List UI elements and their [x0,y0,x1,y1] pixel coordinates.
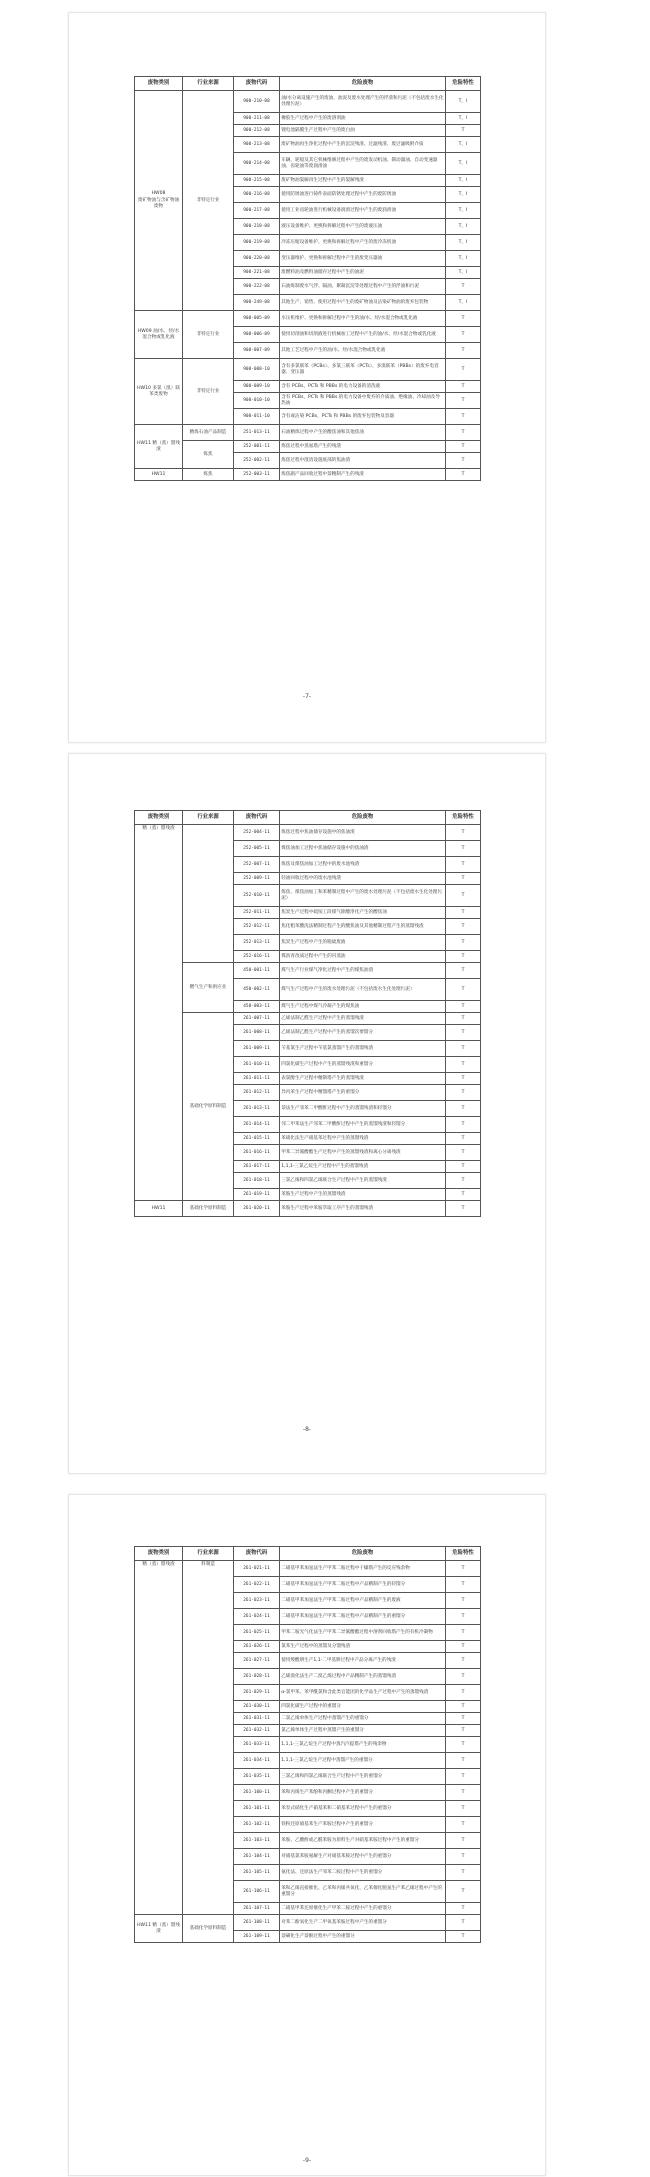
header-category: 废物类别 [135,1547,183,1561]
header-code: 废物代码 [234,811,280,825]
hazard-characteristic-cell: T [446,1145,481,1161]
hazard-characteristic-cell: T，I [446,219,481,235]
waste-code-cell: 900-215-08 [234,175,280,187]
waste-code-cell: 261-033-11 [234,1737,280,1753]
document-page-9 [68,1494,546,2176]
header-source: 行业来源 [183,811,234,825]
waste-code-cell: 900-005-09 [234,311,280,327]
waste-description-cell: 煤气生产行业煤气净化过程中产生的煤焦油渣 [280,963,446,979]
header-source: 行业来源 [183,77,234,91]
hazard-characteristic-cell: T [446,1073,481,1085]
waste-code-cell: 261-013-11 [234,1101,280,1117]
hazard-characteristic-cell: T [446,1725,481,1737]
header-characteristic: 危险特性 [446,77,481,91]
header-source: 行业来源 [183,1547,234,1561]
hazard-characteristic-cell: T，I [446,137,481,153]
hazard-characteristic-cell: T [446,1753,481,1769]
waste-code-cell: 900-006-09 [234,327,280,343]
waste-description-cell: 含有 PCBs、PCTs 和 PBBs 的电力设备的清洗液 [280,381,446,393]
waste-description-cell: 煤气生产过程中产生的废水处理污泥（不包括废水生化处理污泥） [280,979,446,1001]
waste-category-cell: HW10 多氯（溴）联苯类废物 [135,359,183,425]
industry-source-cell: 料制造 [183,1561,234,1915]
waste-description-cell: 炼焦及煤焦油加工过程中的废水池残渣 [280,857,446,873]
hazard-characteristic-cell: T [446,1133,481,1145]
waste-category-cell: HW11 [135,469,183,481]
hazard-characteristic-cell: T [446,1685,481,1701]
waste-category-cell: HW08 废矿物油与含矿物油废物 [135,91,183,311]
hazard-characteristic-cell: T [446,1173,481,1189]
header-characteristic: 危险特性 [446,811,481,825]
header-characteristic: 危险特性 [446,1547,481,1561]
waste-code-cell: 261-012-11 [234,1085,280,1101]
hazard-characteristic-cell: T [446,951,481,963]
waste-code-cell: 261-015-11 [234,1133,280,1145]
waste-code-cell: 252-011-11 [234,907,280,919]
hazard-characteristic-cell: T [446,1713,481,1725]
waste-description-cell: 四氯化碳生产过程中的重馏分 [280,1701,446,1713]
waste-code-cell: 900-249-08 [234,295,280,311]
hazard-characteristic-cell: T [446,393,481,409]
waste-code-cell: 261-019-11 [234,1189,280,1201]
document-page-7 [68,12,546,743]
hazard-characteristic-cell: T [446,919,481,935]
waste-description-cell: 变压器维护、更换和拆解过程中产生的废变压器油 [280,251,446,267]
table-row [135,1915,481,1931]
page-number: -8- [302,1426,312,1433]
waste-code-cell: 252-005-11 [234,841,280,857]
table-row [135,441,481,453]
waste-code-cell: 261-020-11 [234,1201,280,1217]
hazard-characteristic-cell: T [446,885,481,907]
waste-code-cell: 261-011-11 [234,1073,280,1085]
waste-category-cell: HW11 精（蒸）馏残渣 [135,425,183,469]
waste-code-cell: 251-013-11 [234,425,280,441]
waste-code-cell: 252-001-11 [234,441,280,453]
hazard-characteristic-cell: T [446,425,481,441]
waste-code-cell: 261-018-11 [234,1173,280,1189]
table-row [135,1201,481,1217]
industry-source-cell: 基础化学原料制造 [183,1915,234,1943]
waste-code-cell: 261-108-11 [234,1915,280,1931]
waste-description-cell: 三氯乙烯和四氯乙烯联合生产过程中产生的蒸馏残渣 [280,1173,446,1189]
waste-code-cell: 261-035-11 [234,1769,280,1785]
waste-description-cell: 橡胶生产过程中产生的废溶剂油 [280,113,446,125]
hazard-characteristic-cell: T [446,1931,481,1943]
waste-code-cell: 900-214-08 [234,153,280,175]
waste-description-cell: 苯硝化法生产硝基苯过程中产生的蒸馏残渣 [280,1133,446,1145]
header-waste: 危险废物 [280,811,446,825]
waste-description-cell: 表氯醇生产过程中精制塔产生的蒸馏残渣 [280,1073,446,1085]
waste-code-cell: 261-026-11 [234,1641,280,1653]
waste-code-cell: 261-007-11 [234,1013,280,1025]
waste-category-cell: HW11 精（蒸）馏残渣 [135,1915,183,1943]
waste-code-cell: 900-010-10 [234,393,280,409]
waste-description-cell: 使用工业齿轮油进行机械设备润滑过程中产生的废润滑油 [280,203,446,219]
hazard-characteristic-cell: T [446,1577,481,1593]
hazard-characteristic-cell: T [446,1201,481,1217]
industry-source-cell: 非特定行业 [183,91,234,311]
waste-description-cell: 使用羧酸肼生产1,1-二甲基肼过程中产品分离产生的残渣 [280,1653,446,1669]
hazard-characteristic-cell: T [446,1653,481,1669]
waste-description-cell: 苯和乙烯直接催化、乙苯和丙烯共氧化、乙苯催化脱氢生产苯乙烯过程中产生的重馏分 [280,1881,446,1903]
hazard-characteristic-cell: T [446,409,481,425]
waste-category-cell: 精（蒸）馏残渣 [135,1561,183,1915]
waste-description-cell: 含有或沾染 PCBs、PCTs 和 PBBs 的废弃包装物及容器 [280,409,446,425]
hazard-characteristic-cell: T [446,1041,481,1057]
waste-description-cell: 煤沥青改质过程中产生的闪蒸油 [280,951,446,963]
waste-code-cell: 252-003-11 [234,469,280,481]
waste-code-cell: 261-030-11 [234,1701,280,1713]
waste-code-cell: 252-016-11 [234,951,280,963]
table-row [135,1013,481,1025]
waste-description-cell: 炼焦过程中焦油储存设施中的焦油渣 [280,825,446,841]
table-row [135,359,481,381]
waste-code-cell: 261-027-11 [234,1653,280,1669]
page-number: -7- [302,693,312,700]
hazard-characteristic-cell: T [446,1593,481,1609]
waste-code-cell: 261-029-11 [234,1685,280,1701]
industry-source-cell: 炼焦 [183,469,234,481]
waste-code-cell: 261-017-11 [234,1161,280,1173]
hazardous-waste-table [134,76,481,481]
waste-description-cell: 二硝基甲苯加氢法生产甲苯二胺过程中产品精制产生的轻馏分 [280,1577,446,1593]
waste-code-cell: 900-216-08 [234,187,280,203]
waste-code-cell: 261-010-11 [234,1057,280,1073]
hazard-characteristic-cell: T [446,1801,481,1817]
waste-code-cell: 261-109-11 [234,1931,280,1943]
waste-code-cell: 261-028-11 [234,1669,280,1685]
header-waste: 危险废物 [280,77,446,91]
waste-code-cell: 261-021-11 [234,1561,280,1577]
waste-category-cell: HW09 油/水、烃/水混合物或乳化液 [135,311,183,359]
waste-description-cell: 苯胺、乙酸酐或乙酰苯胺为原料生产对硝基苯胺过程中产生的重馏分 [280,1833,446,1849]
hazard-characteristic-cell: T，I [446,91,481,113]
waste-code-cell: 900-210-08 [234,91,280,113]
hazard-characteristic-cell: T [446,1161,481,1173]
waste-code-cell: 900-007-09 [234,343,280,359]
waste-description-cell: 炼焦过程中蒸氨塔产生的残渣 [280,441,446,453]
waste-description-cell: 苄基氯生产过程中苄基氯蒸馏产生的蒸馏残渣 [280,1041,446,1057]
waste-description-cell: 甲苯二异氰酸酯生产过程中产生的蒸馏残渣和离心分离残渣 [280,1145,446,1161]
hazard-characteristic-cell: T [446,1189,481,1201]
waste-code-cell: 450-001-11 [234,963,280,979]
hazard-characteristic-cell: T [446,1669,481,1685]
table-row [135,311,481,327]
waste-code-cell: 900-008-10 [234,359,280,381]
hazard-characteristic-cell: T [446,453,481,469]
header-code: 废物代码 [234,77,280,91]
waste-description-cell: 其他生产、销售、使用过程中产生的废矿物油及沾染矿物油的废弃包装物 [280,295,446,311]
header-waste: 危险废物 [280,1547,446,1561]
header-category: 废物类别 [135,811,183,825]
hazard-characteristic-cell: T [446,1117,481,1133]
waste-description-cell: 煤焦油加工过程中焦油储存设施中的焦油渣 [280,841,446,857]
hazard-characteristic-cell: T [446,1849,481,1865]
hazard-characteristic-cell: T [446,381,481,393]
waste-code-cell: 261-105-11 [234,1865,280,1881]
hazard-characteristic-cell: T，I [446,267,481,279]
waste-description-cell: 乙烯法制乙醛生产过程中产生的蒸馏残渣 [280,1013,446,1025]
waste-code-cell: 900-009-10 [234,381,280,393]
hazard-characteristic-cell: T，I [446,175,481,187]
header-code: 废物代码 [234,1547,280,1561]
table-row [135,91,481,113]
page-number: -9- [302,2157,312,2164]
hazard-characteristic-cell: T [446,907,481,919]
waste-description-cell: 使用防锈油进行铸件表面防锈处理过程中产生的废防锈油 [280,187,446,203]
waste-code-cell: 252-007-11 [234,857,280,873]
waste-description-cell: 甲苯二胺光气化法生产甲苯二异氰酸酯过程中溶剂回收塔产生的有机冷凝物 [280,1625,446,1641]
hazard-characteristic-cell: T [446,343,481,359]
hazard-characteristic-cell: T [446,1001,481,1013]
hazard-characteristic-cell: T [446,1817,481,1833]
hazard-characteristic-cell: T [446,1785,481,1801]
waste-code-cell: 261-101-11 [234,1801,280,1817]
hazard-characteristic-cell: T [446,1625,481,1641]
waste-code-cell: 252-009-11 [234,873,280,885]
waste-code-cell: 261-104-11 [234,1849,280,1865]
industry-source-cell [183,825,234,963]
waste-description-cell: 对硝基氯苯胺氨解生产对硝基苯胺过程中产生的重馏分 [280,1849,446,1865]
waste-code-cell: 261-008-11 [234,1025,280,1041]
waste-description-cell: 氨化法、还原法生产邻苯二胺过程中产生的重馏分 [280,1865,446,1881]
document-page-8 [68,753,546,1474]
waste-description-cell: 苯胺生产过程中苯胺萃取工序产生的蒸馏残渣 [280,1201,446,1217]
hazard-characteristic-cell: T，I [446,251,481,267]
table-row [135,825,481,841]
waste-description-cell: 焦炭生产过程中硫铵工段煤气除酸净化产生的酸焦油 [280,907,446,919]
waste-description-cell: 三氯乙烯和四氯乙烯联合生产过程中产生的重馏分 [280,1769,446,1785]
hazard-characteristic-cell: T [446,125,481,137]
industry-source-cell: 炼焦 [183,441,234,469]
hazard-characteristic-cell: T [446,1915,481,1931]
hazard-characteristic-cell: T [446,935,481,951]
waste-code-cell: 900-222-08 [234,279,280,295]
waste-description-cell: 苯和丙烯生产苯酚和丙酮过程中产生的重馏分 [280,1785,446,1801]
waste-description-cell: 油/水分离设施产生的废油、油泥及废水处理产生的浮渣和污泥（不包括废水生化处理污泥） [280,91,446,113]
waste-description-cell: 铁粉还原硝基苯生产苯胺过程中产生的重馏分 [280,1817,446,1833]
waste-category-cell: HW11 [135,1201,183,1217]
waste-description-cell: 氯乙烯单体生产过程中蒸馏产生的重馏分 [280,1725,446,1737]
industry-source-cell: 非特定行业 [183,359,234,425]
waste-description-cell: 焦化粗苯酸洗法精制过程产生的酸焦油及其他精制过程产生的蒸馏残渣 [280,919,446,935]
hazard-characteristic-cell: T [446,1833,481,1849]
waste-code-cell: 261-031-11 [234,1713,280,1725]
waste-code-cell: 252-013-11 [234,935,280,951]
hazard-characteristic-cell: T，I [446,187,481,203]
waste-description-cell: 废矿物油再生净化过程中产生的沉淀残渣、过滤残渣、废过滤吸附介质 [280,137,446,153]
waste-description-cell: 萘磺化生产萘酚过程中产生的重馏分 [280,1931,446,1943]
waste-code-cell: 261-009-11 [234,1041,280,1057]
waste-description-cell: 使用切削油和切削液进行机械加工过程中产生的油/水、烃/水混合物或乳化液 [280,327,446,343]
hazard-characteristic-cell: T，I [446,113,481,125]
waste-code-cell: 900-217-08 [234,203,280,219]
hazard-characteristic-cell: T [446,1085,481,1101]
hazard-characteristic-cell: T [446,327,481,343]
waste-description-cell: 萘法生产邻苯二甲酸酐过程中产生的蒸馏残渣和轻馏分 [280,1101,446,1117]
waste-category-cell: 精（蒸）馏残渣 [135,825,183,1201]
waste-description-cell: 炼焦过程中澄清设施底部的焦油渣 [280,453,446,469]
hazard-characteristic-cell: T [446,1609,481,1625]
hazard-characteristic-cell: T [446,1737,481,1753]
waste-code-cell: 900-213-08 [234,137,280,153]
waste-description-cell: 四氯化碳生产过程中产生的蒸馏残渣和重馏分 [280,1057,446,1073]
waste-description-cell: 1,1,1-三氯乙烷生产过程中蒸馏产生的重馏分 [280,1753,446,1769]
waste-description-cell: 轻油回收过程中的废水池残渣 [280,873,446,885]
waste-code-cell: 261-103-11 [234,1833,280,1849]
waste-code-cell: 252-010-11 [234,885,280,907]
waste-description-cell: 石油炼制废水气浮、隔油、絮凝沉淀等处理过程中产生的浮油和污泥 [280,279,446,295]
hazard-characteristic-cell: T，I [446,235,481,251]
waste-description-cell: 苯泵式硝化生产硝基苯和二硝基苯过程中产生的重馏分 [280,1801,446,1817]
waste-code-cell: 450-003-11 [234,1001,280,1013]
waste-code-cell: 252-012-11 [234,919,280,935]
waste-description-cell: 乙烯溴化法生产二溴乙烯过程中产品精制产生的蒸馏残渣 [280,1669,446,1685]
hazard-characteristic-cell: T [446,441,481,453]
hazardous-waste-table [134,810,481,1217]
industry-source-cell: 基础化学原料制造 [183,1201,234,1217]
waste-description-cell: 其他工艺过程中产生的油/水、烃/水混合物或乳化液 [280,343,446,359]
industry-source-cell: 精炼石油产品制造 [183,425,234,441]
industry-source-cell: 非特定行业 [183,311,234,359]
waste-code-cell: 261-016-11 [234,1145,280,1161]
waste-code-cell: 261-032-11 [234,1725,280,1737]
waste-description-cell: 锂电池隔膜生产过程中产生的废白油 [280,125,446,137]
hazard-characteristic-cell: T [446,963,481,979]
waste-code-cell: 450-002-11 [234,979,280,1001]
hazard-characteristic-cell: T [446,311,481,327]
industry-source-cell: 基础化学原料制造 [183,1013,234,1201]
waste-code-cell: 261-034-11 [234,1753,280,1769]
waste-code-cell: 900-220-08 [234,251,280,267]
hazard-characteristic-cell: T [446,359,481,381]
waste-description-cell: 对苯二酚氧化生产二甲氧基苯胺过程中产生的重馏分 [280,1915,446,1931]
waste-description-cell: 含有多氯联苯（PCBs）、多氯三联苯（PCTs）、多溴联苯（PBBs）的废弃电容器、变压器 [280,359,446,381]
waste-description-cell: 液压设备维护、更换和拆解过程中产生的废液压油 [280,219,446,235]
waste-code-cell: 261-106-11 [234,1881,280,1903]
hazard-characteristic-cell: T [446,1561,481,1577]
waste-code-cell: 900-211-08 [234,113,280,125]
waste-description-cell: 二硝基甲苯加氢法生产甲苯二胺过程中产品精制产生的重馏分 [280,1609,446,1625]
waste-description-cell: 二硝基甲苯加氢法生产甲苯二胺过程中干燥塔产生的反应残余物 [280,1561,446,1577]
waste-code-cell: 261-023-11 [234,1593,280,1609]
waste-code-cell: 261-102-11 [234,1817,280,1833]
table-row [135,963,481,979]
hazard-characteristic-cell: T [446,841,481,857]
waste-description-cell: 含有 PCBs、PCTs 和 PBBs 的电力设备中废弃的介质油、绝缘油、冷却油及导热油 [280,393,446,409]
waste-code-cell: 252-004-11 [234,825,280,841]
hazard-characteristic-cell: T，I [446,153,481,175]
industry-source-cell: 燃气生产和供应业 [183,963,234,1013]
waste-description-cell: 二氯乙烯单体生产过程中蒸馏产生的重馏分 [280,1713,446,1725]
table-row [135,469,481,481]
hazard-characteristic-cell: T [446,1641,481,1653]
waste-description-cell: 炼焦、煤焦油加工和苯精制过程中产生的废水处理污泥（不包括废水生化处理污泥） [280,885,446,907]
waste-description-cell: 苯胺生产过程中产生的蒸馏残渣 [280,1189,446,1201]
waste-description-cell: 水压机维护、更换和拆解过程中产生的油/水、烃/水混合物或乳化液 [280,311,446,327]
waste-code-cell: 900-221-08 [234,267,280,279]
hazard-characteristic-cell: T [446,1769,481,1785]
waste-description-cell: 1,1,1-三氯乙烷生产过程中产生的蒸馏残渣 [280,1161,446,1173]
hazard-characteristic-cell: T [446,1865,481,1881]
hazard-characteristic-cell: T，I [446,295,481,311]
waste-description-cell: 二硝基甲苯加氢法生产甲苯二胺过程中产品精制产生的废液 [280,1593,446,1609]
hazard-characteristic-cell: T [446,1701,481,1713]
table-row [135,425,481,441]
hazard-characteristic-cell: T，I [446,203,481,219]
hazard-characteristic-cell: T [446,469,481,481]
waste-description-cell: 炼焦副产品回收过程中萘精制产生的残渣 [280,469,446,481]
hazardous-waste-table [134,1546,481,1943]
waste-code-cell: 261-014-11 [234,1117,280,1133]
waste-description-cell: 废矿物油裂解再生过程中产生的裂解残渣 [280,175,446,187]
hazard-characteristic-cell: T [446,279,481,295]
waste-code-cell: 261-025-11 [234,1625,280,1641]
waste-code-cell: 900-212-08 [234,125,280,137]
waste-code-cell: 252-002-11 [234,453,280,469]
hazard-characteristic-cell: T [446,1013,481,1025]
hazard-characteristic-cell: T [446,1025,481,1041]
hazard-characteristic-cell: T [446,1101,481,1117]
waste-description-cell: 氯苯生产过程中的蒸馏及分馏残渣 [280,1641,446,1653]
waste-description-cell: 车辆、轮船及其它机械维修过程中产生的废发动机油、制动器油、自动变速器油、齿轮油等废润滑油 [280,153,446,175]
hazard-characteristic-cell: T [446,1903,481,1915]
waste-description-cell: 冷冻压缩设备维护、更换和拆解过程中产生的废冷冻机油 [280,235,446,251]
waste-description-cell: 1,1,1-三氯乙烷生产过程中蒸汽汽提塔产生的残余物 [280,1737,446,1753]
waste-code-cell: 261-100-11 [234,1785,280,1801]
table-row [135,1561,481,1577]
waste-code-cell: 900-218-08 [234,219,280,235]
waste-code-cell: 900-011-10 [234,409,280,425]
hazard-characteristic-cell: T [446,1057,481,1073]
header-category: 废物类别 [135,77,183,91]
waste-description-cell: 石油精炼过程中产生的酸焦油和其他焦油 [280,425,446,441]
waste-code-cell: 261-022-11 [234,1577,280,1593]
waste-description-cell: 异丙苯生产过程中精馏塔产生的重馏分 [280,1085,446,1101]
waste-code-cell: 900-219-08 [234,235,280,251]
waste-description-cell: 焦炭生产过程中产生的脱硫废液 [280,935,446,951]
waste-description-cell: 二硝基甲苯还原催化生产甲苯二胺过程中产生的重馏分 [280,1903,446,1915]
hazard-characteristic-cell: T [446,825,481,841]
hazard-characteristic-cell: T [446,1881,481,1903]
waste-description-cell: 邻二甲苯法生产邻苯二甲酸酐过程中产生的蒸馏残渣和轻馏分 [280,1117,446,1133]
waste-description-cell: 废燃料油及燃料油储存过程中产生的油泥 [280,267,446,279]
hazard-characteristic-cell: T [446,857,481,873]
hazard-characteristic-cell: T [446,979,481,1001]
waste-description-cell: α-氯甲苯、苯甲酰氯和含此类官能团的化学品生产过程中产生的蒸馏残渣 [280,1685,446,1701]
waste-code-cell: 261-107-11 [234,1903,280,1915]
waste-code-cell: 261-024-11 [234,1609,280,1625]
hazard-characteristic-cell: T [446,873,481,885]
waste-description-cell: 煤气生产过程中煤气冷凝产生的煤焦油 [280,1001,446,1013]
waste-description-cell: 乙烯法制乙醛生产过程中产生的蒸馏次要馏分 [280,1025,446,1041]
